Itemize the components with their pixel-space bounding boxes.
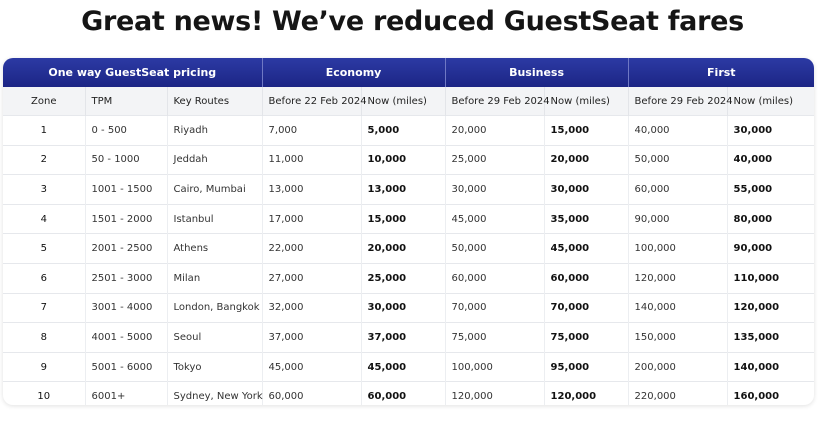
group-header-first: First — [628, 58, 814, 87]
tpm-cell: 5001 - 6000 — [85, 352, 167, 382]
tpm-cell: 1501 - 2000 — [85, 204, 167, 234]
first-now-cell: 110,000 — [727, 263, 814, 293]
business-before-cell: 20,000 — [445, 116, 544, 146]
first-now-cell: 140,000 — [727, 352, 814, 382]
first-before-cell: 120,000 — [628, 263, 727, 293]
column-header-economy-before: Before 22 Feb 2024 — [262, 87, 361, 116]
business-before-cell: 25,000 — [445, 145, 544, 175]
table-row — [3, 204, 814, 234]
business-before-cell: 120,000 — [445, 382, 544, 405]
column-header-zone: Zone — [3, 87, 85, 116]
first-before-cell: 50,000 — [628, 145, 727, 175]
economy-before-cell: 11,000 — [262, 145, 361, 175]
group-header-economy: Economy — [262, 58, 445, 87]
route-cell: Milan — [167, 263, 262, 293]
table-row — [3, 145, 814, 175]
first-before-cell: 140,000 — [628, 293, 727, 323]
economy-now-cell: 45,000 — [361, 352, 445, 382]
table-row — [3, 116, 814, 146]
first-before-cell: 60,000 — [628, 175, 727, 205]
column-header-key-routes: Key Routes — [167, 87, 262, 116]
business-before-cell: 30,000 — [445, 175, 544, 205]
business-now-cell: 70,000 — [544, 293, 628, 323]
column-header-economy-now: Now (miles) — [361, 87, 445, 116]
route-cell: Seoul — [167, 323, 262, 353]
route-cell: Jeddah — [167, 145, 262, 175]
group-header-pricing: One way GuestSeat pricing — [3, 58, 262, 87]
first-before-cell: 150,000 — [628, 323, 727, 353]
route-cell: Riyadh — [167, 116, 262, 146]
tpm-cell: 1001 - 1500 — [85, 175, 167, 205]
table-row — [3, 175, 814, 205]
tpm-cell: 3001 - 4000 — [85, 293, 167, 323]
zone-cell: 6 — [3, 263, 85, 293]
business-before-cell: 45,000 — [445, 204, 544, 234]
table-row — [3, 323, 814, 353]
economy-before-cell: 60,000 — [262, 382, 361, 405]
first-now-cell: 160,000 — [727, 382, 814, 405]
column-header-business-now: Now (miles) — [544, 87, 628, 116]
business-before-cell: 50,000 — [445, 234, 544, 264]
page-title: Great news! We’ve reduced GuestSeat fares — [81, 6, 744, 37]
first-before-cell: 90,000 — [628, 204, 727, 234]
business-now-cell: 35,000 — [544, 204, 628, 234]
business-before-cell: 60,000 — [445, 263, 544, 293]
first-before-cell: 200,000 — [628, 352, 727, 382]
route-cell: Sydney, New York — [167, 382, 262, 405]
zone-cell: 8 — [3, 323, 85, 353]
tpm-cell: 2001 - 2500 — [85, 234, 167, 264]
zone-cell: 10 — [3, 382, 85, 405]
economy-now-cell: 13,000 — [361, 175, 445, 205]
first-now-cell: 55,000 — [727, 175, 814, 205]
tpm-cell: 4001 - 5000 — [85, 323, 167, 353]
first-now-cell: 90,000 — [727, 234, 814, 264]
business-now-cell: 60,000 — [544, 263, 628, 293]
economy-now-cell: 10,000 — [361, 145, 445, 175]
economy-before-cell: 22,000 — [262, 234, 361, 264]
first-now-cell: 80,000 — [727, 204, 814, 234]
economy-now-cell: 15,000 — [361, 204, 445, 234]
economy-before-cell: 45,000 — [262, 352, 361, 382]
first-now-cell: 120,000 — [727, 293, 814, 323]
tpm-cell: 6001+ — [85, 382, 167, 405]
business-before-cell: 70,000 — [445, 293, 544, 323]
economy-before-cell: 17,000 — [262, 204, 361, 234]
fares-table-card — [3, 58, 814, 405]
route-cell: Athens — [167, 234, 262, 264]
zone-cell: 3 — [3, 175, 85, 205]
economy-before-cell: 37,000 — [262, 323, 361, 353]
first-now-cell: 135,000 — [727, 323, 814, 353]
zone-cell: 7 — [3, 293, 85, 323]
business-now-cell: 120,000 — [544, 382, 628, 405]
first-before-cell: 220,000 — [628, 382, 727, 405]
zone-cell: 1 — [3, 116, 85, 146]
business-now-cell: 20,000 — [544, 145, 628, 175]
group-header-business: Business — [445, 58, 628, 87]
first-before-cell: 40,000 — [628, 116, 727, 146]
economy-now-cell: 37,000 — [361, 323, 445, 353]
business-now-cell: 45,000 — [544, 234, 628, 264]
column-header-row — [3, 87, 814, 116]
business-now-cell: 75,000 — [544, 323, 628, 353]
business-before-cell: 100,000 — [445, 352, 544, 382]
economy-now-cell: 20,000 — [361, 234, 445, 264]
table-row — [3, 263, 814, 293]
column-header-first-now: Now (miles) — [727, 87, 814, 116]
column-header-business-before: Before 29 Feb 2024 — [445, 87, 544, 116]
table-body — [3, 116, 814, 406]
route-cell: Cairo, Mumbai — [167, 175, 262, 205]
economy-now-cell: 30,000 — [361, 293, 445, 323]
table-row — [3, 352, 814, 382]
table-row — [3, 234, 814, 264]
route-cell: Tokyo — [167, 352, 262, 382]
column-header-tpm: TPM — [85, 87, 167, 116]
table-row — [3, 382, 814, 405]
first-before-cell: 100,000 — [628, 234, 727, 264]
business-before-cell: 75,000 — [445, 323, 544, 353]
route-cell: Istanbul — [167, 204, 262, 234]
route-cell: London, Bangkok — [167, 293, 262, 323]
business-now-cell: 30,000 — [544, 175, 628, 205]
tpm-cell: 50 - 1000 — [85, 145, 167, 175]
column-header-first-before: Before 29 Feb 2024 — [628, 87, 727, 116]
business-now-cell: 95,000 — [544, 352, 628, 382]
economy-now-cell: 25,000 — [361, 263, 445, 293]
economy-now-cell: 60,000 — [361, 382, 445, 405]
fares-table — [3, 58, 814, 405]
first-now-cell: 40,000 — [727, 145, 814, 175]
economy-before-cell: 13,000 — [262, 175, 361, 205]
first-now-cell: 30,000 — [727, 116, 814, 146]
economy-now-cell: 5,000 — [361, 116, 445, 146]
table-row — [3, 293, 814, 323]
zone-cell: 2 — [3, 145, 85, 175]
business-now-cell: 15,000 — [544, 116, 628, 146]
economy-before-cell: 32,000 — [262, 293, 361, 323]
zone-cell: 4 — [3, 204, 85, 234]
tpm-cell: 2501 - 3000 — [85, 263, 167, 293]
group-header-row — [3, 58, 814, 87]
zone-cell: 5 — [3, 234, 85, 264]
economy-before-cell: 27,000 — [262, 263, 361, 293]
economy-before-cell: 7,000 — [262, 116, 361, 146]
zone-cell: 9 — [3, 352, 85, 382]
tpm-cell: 0 - 500 — [85, 116, 167, 146]
